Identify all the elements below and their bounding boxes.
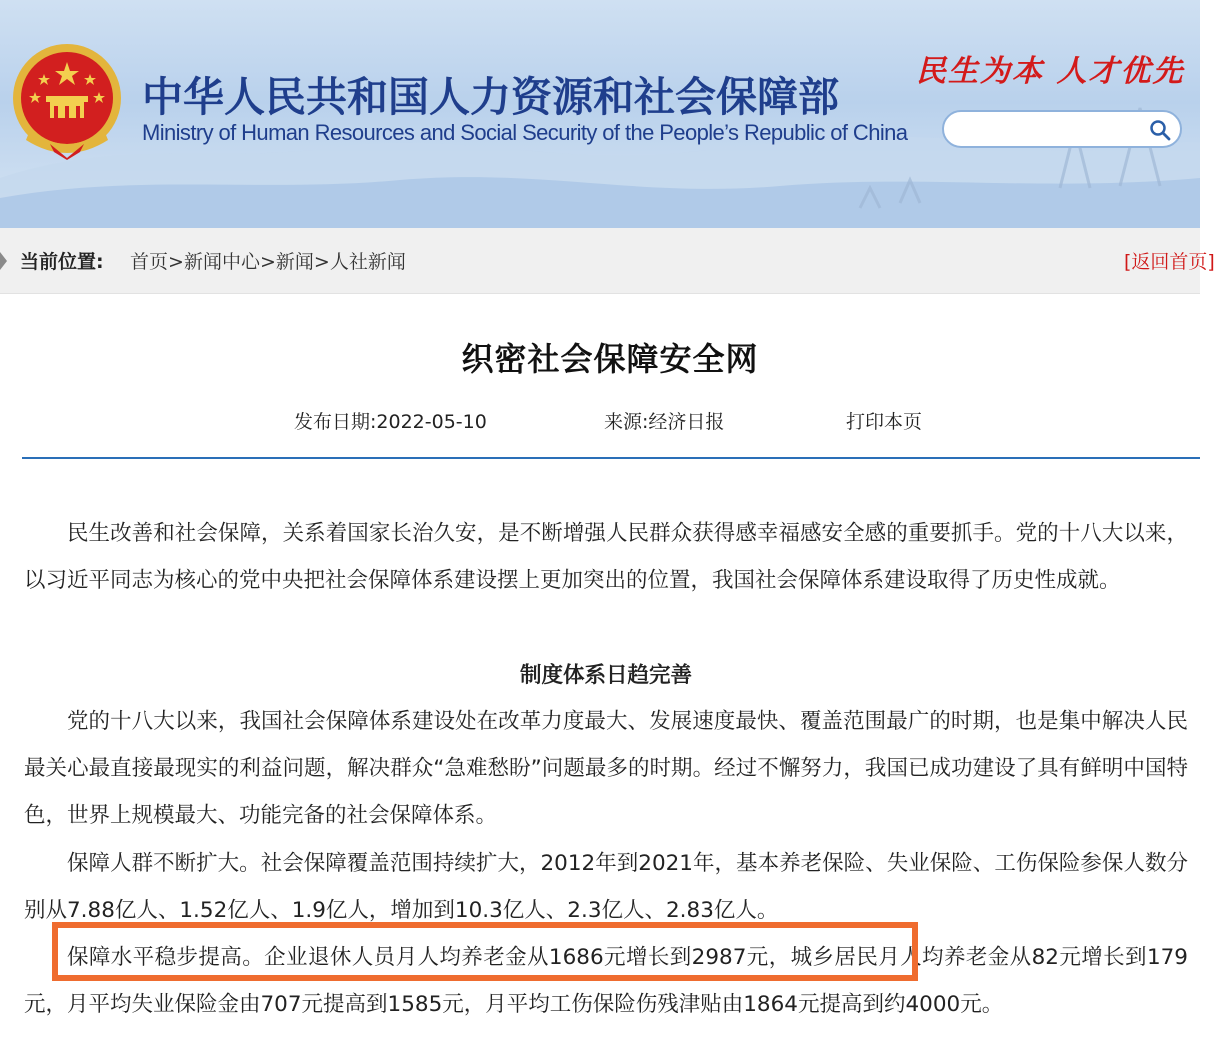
breadcrumb: [130, 247, 406, 274]
breadcrumb-hrss-news[interactable]: 人社新闻: [329, 251, 406, 273]
source-label: 来源:: [604, 411, 649, 433]
breadcrumb-news[interactable]: 新闻: [275, 251, 314, 273]
breadcrumb-separator: >: [168, 251, 184, 273]
breadcrumb-news-center[interactable]: 新闻中心: [183, 251, 260, 273]
breadcrumb-separator: >: [313, 251, 330, 273]
breadcrumb-marker-icon: [0, 252, 7, 270]
publish-date: [294, 407, 487, 434]
print-page-link[interactable]: 打印本页: [846, 411, 923, 433]
site-slogan: 民生为本 人才优先: [916, 54, 1185, 89]
back-home-link[interactable]: [返回首页]: [1124, 251, 1215, 273]
breadcrumb-separator: >: [259, 251, 276, 273]
section-heading: 制度体系日趋完善: [519, 663, 692, 688]
search-icon[interactable]: [1148, 118, 1172, 142]
article-source: [604, 407, 724, 434]
article-paragraph: 党的十八大以来，我国社会保障体系建设处在改革力度最大、发展速度最快、覆盖范围最广的时期，也是集中解决人民最关心最直接最现实的利益问题，解决群众“急难愁盼”问题最多的时期。经过不懈努力，我国已成功建设了具有鲜明中国特色，世界上规模最大、功能完备的社会保障体系。: [24, 709, 1188, 828]
site-title-chinese[interactable]: 中华人民共和国人力资源和社会保障部: [142, 73, 839, 121]
breadcrumb-home[interactable]: 首页: [130, 251, 169, 273]
article-paragraph: 保障人群不断扩大。社会保障覆盖范围持续扩大，2012年到2021年，基本养老保险、失业保险、工伤保险参保人数分别从7.88亿人、1.52亿人、1.9亿人，增加到10.3亿人、2.3亿人、2.83亿人。: [24, 851, 1188, 923]
article-paragraph: 民生改善和社会保障，关系着国家长治久安，是不断增强人民群众获得感幸福感安全感的重要抓手。党的十八大以来，以习近平同志为核心的党中央把社会保障体系建设摆上更加突出的位置，我国社会保障体系建设取得了历史性成就。: [24, 521, 1188, 593]
site-title-english[interactable]: Ministry of Human Resources and Social Security of the People’s Republic of China: [142, 120, 908, 145]
article-paragraph: 保障水平稳步提高。企业退休人员月人均养老金从1686元增长到2987元，城乡居民月人均养老金从82元增长到179元，月平均失业保险金由707元提高到1585元，月平均工伤保险伤残津贴由1864元提高到约4000元。: [24, 945, 1188, 1017]
search-input[interactable]: [954, 116, 1144, 142]
title-divider: [22, 457, 1200, 459]
national-emblem-icon: [10, 40, 124, 162]
publish-date-label: 发布日期:: [294, 411, 377, 433]
site-header: [0, 0, 1200, 228]
search-box: [942, 110, 1182, 148]
publish-date-value: 2022-05-10: [376, 411, 487, 433]
source-value: 经济日报: [648, 411, 725, 433]
breadcrumb-label: 当前位置:: [20, 251, 104, 273]
article-title: 织密社会保障安全网: [461, 340, 759, 378]
